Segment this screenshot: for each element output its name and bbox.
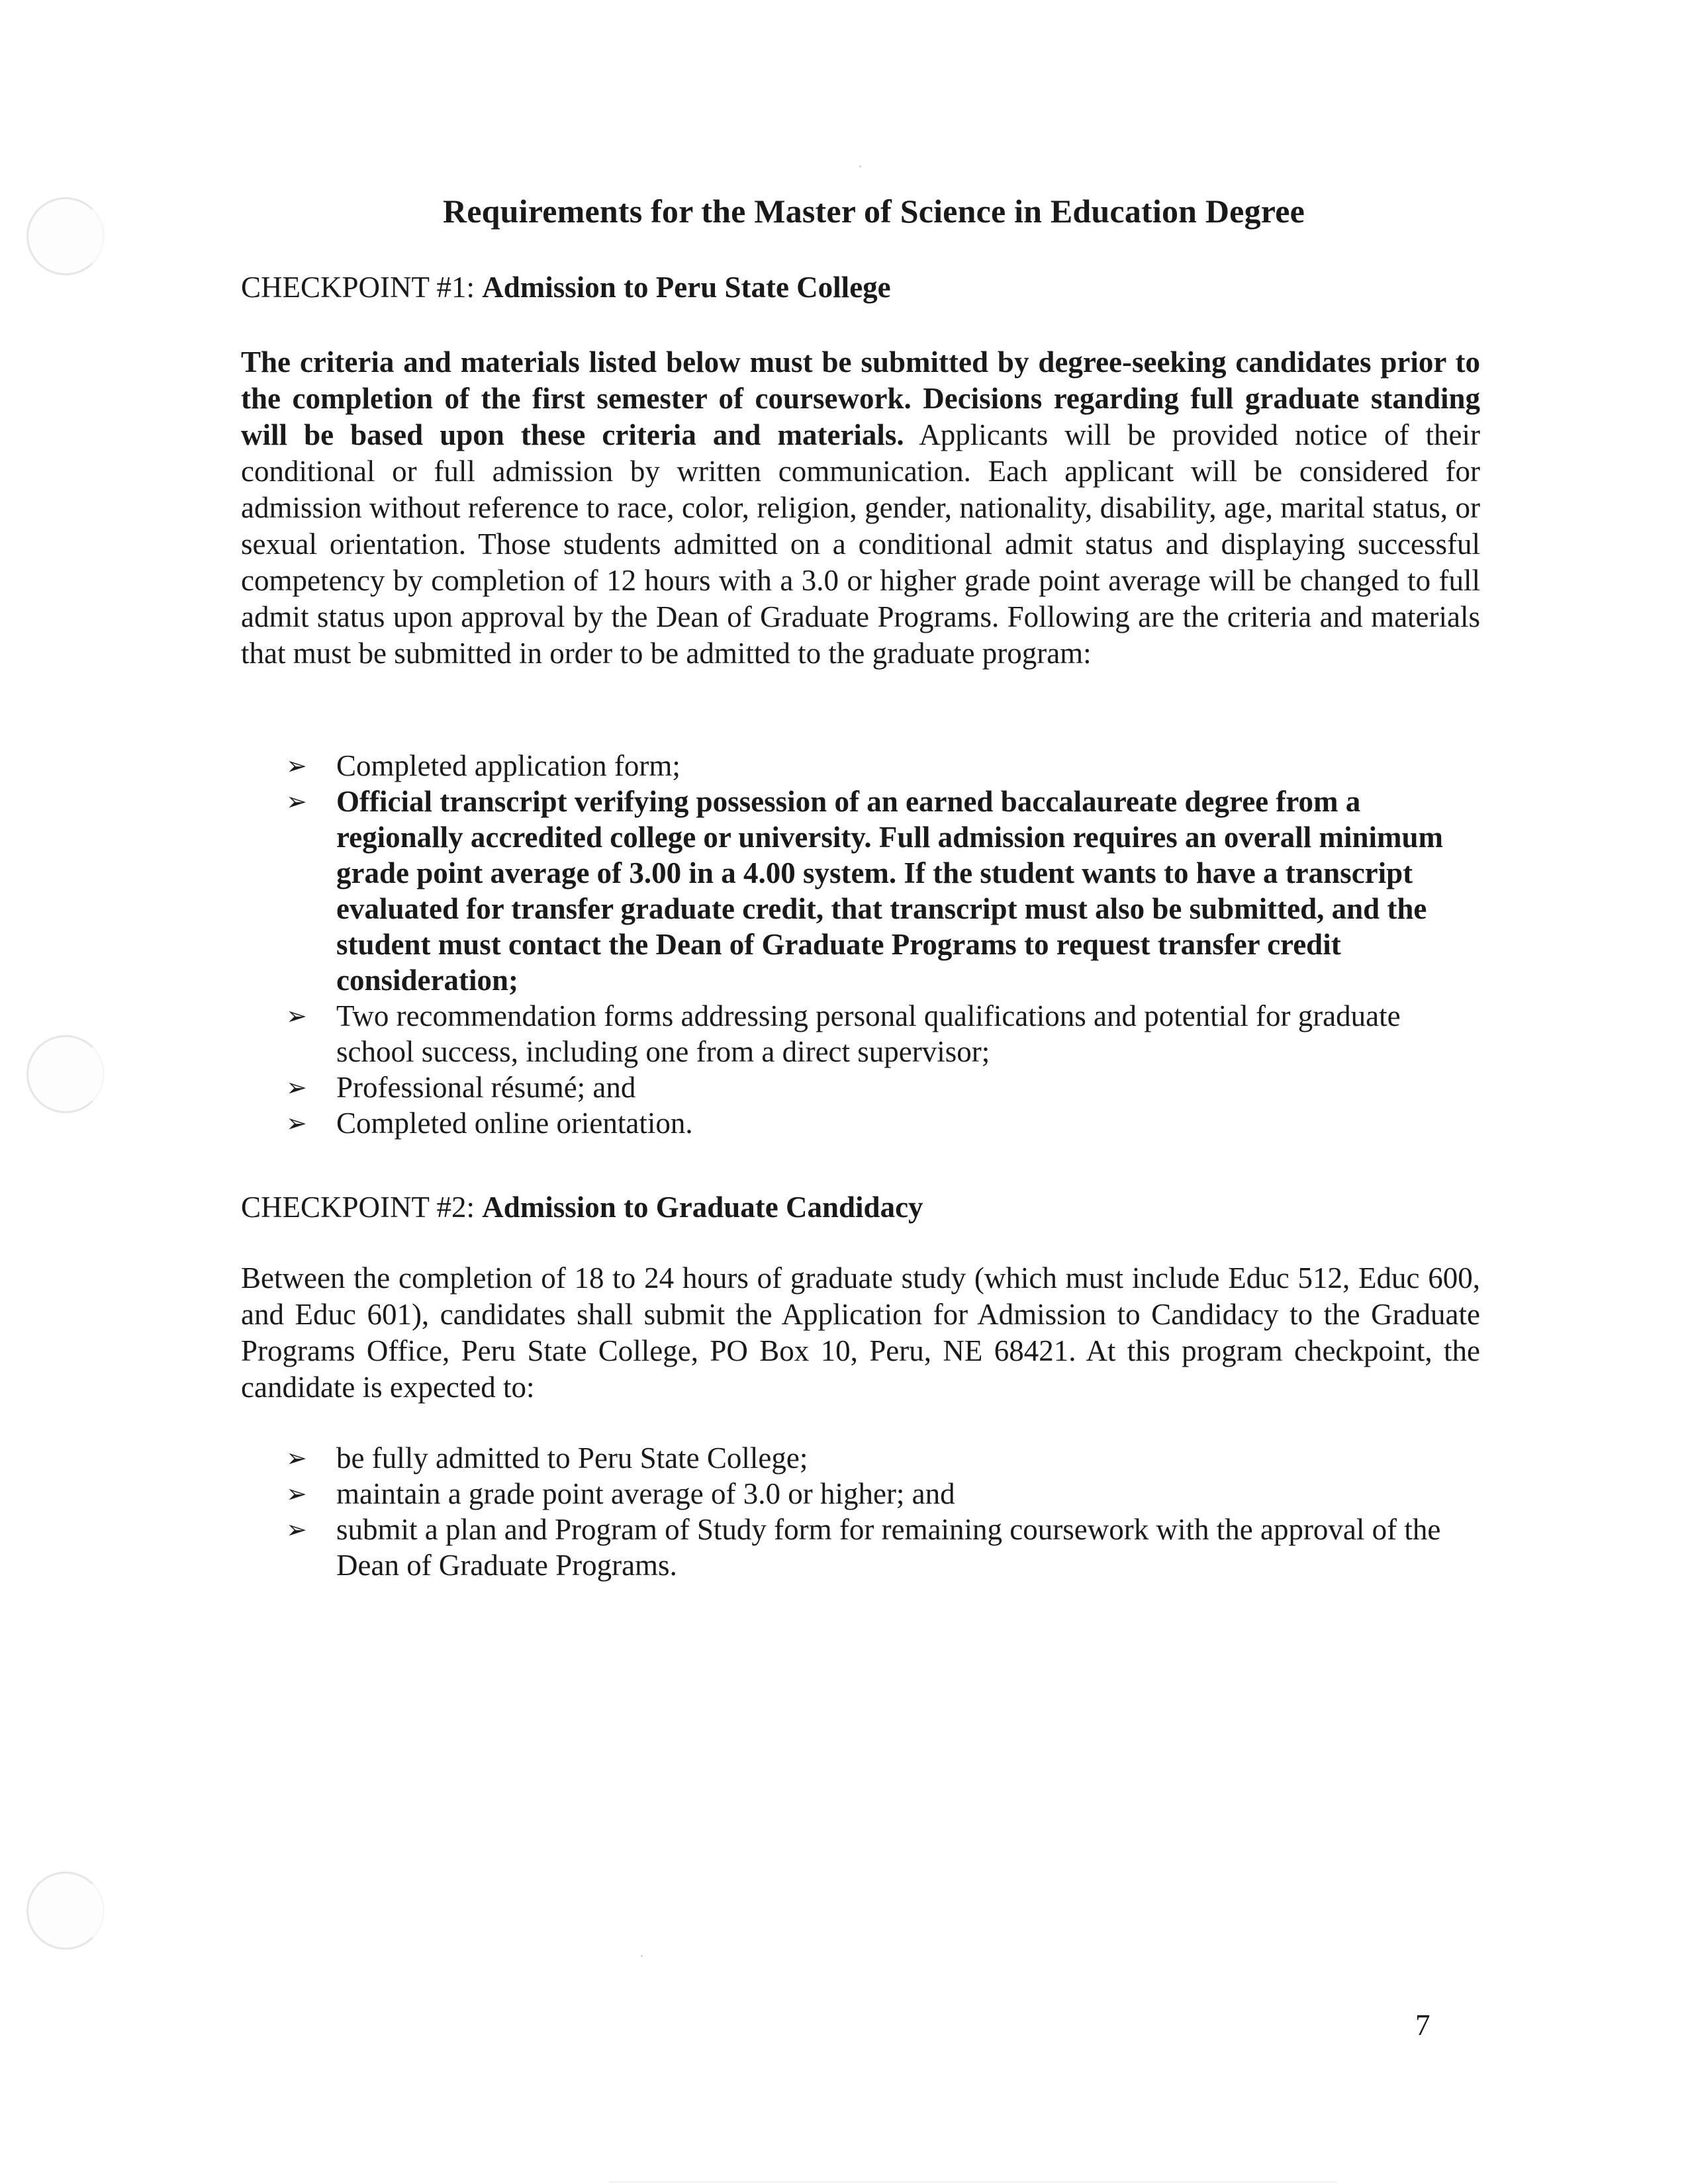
checkpoint-2-intro xyxy=(241,1260,1480,1406)
list-item-text: Two recommendation forms addressing personal qualifications and potential for graduate school success, including one from a direct supervisor; xyxy=(336,999,1401,1068)
checkpoint-1-heading xyxy=(241,270,891,304)
checkpoint-1-number: CHECKPOINT #1: xyxy=(241,271,475,304)
page-number: 7 xyxy=(1415,2009,1430,2042)
checkpoint-1-requirements-list xyxy=(286,748,1481,1141)
arrow-bullet-icon: ➢ xyxy=(286,1479,307,1508)
list-item xyxy=(286,1440,1481,1476)
checkpoint-1-intro-bold: The criteria and materials listed below must be submitted by degree-seeking candidates prior to the completion of the first semester of coursework. Decisions regarding full graduate standing will be based upon these criteria and materials. xyxy=(241,345,1480,451)
punch-hole-bottom xyxy=(26,1872,105,1950)
checkpoint-2-name: Admission to Graduate Candidacy xyxy=(482,1191,923,1224)
scan-speck xyxy=(641,1955,643,1957)
list-item xyxy=(286,1105,1481,1141)
checkpoint-2-heading xyxy=(241,1190,923,1224)
checkpoint-2-intro-text: Between the completion of 18 to 24 hours of graduate study (which must include Educ 512, Educ 600, and Educ 601), candidates shall submit the Application for Admission to Candidacy to the Graduate Programs Office, Peru State College, PO Box 10, Peru, NE 68421. At this program checkpoint, the candidate is expected to: xyxy=(241,1261,1480,1404)
punch-hole-middle xyxy=(26,1035,105,1113)
list-item xyxy=(286,1512,1481,1583)
checkpoint-1-intro xyxy=(241,344,1480,672)
list-item xyxy=(286,1069,1481,1105)
list-item xyxy=(286,998,1481,1069)
arrow-bullet-icon: ➢ xyxy=(286,787,307,816)
list-item-text: maintain a grade point average of 3.0 or higher; and xyxy=(336,1477,955,1510)
list-item xyxy=(286,748,1481,784)
checkpoint-1-intro-regular: Applicants will be provided notice of their conditional or full admission by written communication. Each applicant will be considered for admission without reference to race, color, religion, gender, nationality, disability, age, marital status, or sexual orientation. Those students admitted on a conditional admit status and displaying successful competency by completion of 12 hours with a 3.0 or higher grade point average will be changed to full admit status upon approval by the Dean of Graduate Programs. Following are the criteria and materials that must be submitted in order to be admitted to the graduate program: xyxy=(241,418,1480,670)
arrow-bullet-icon: ➢ xyxy=(286,1515,307,1544)
list-item-text: Completed online orientation. xyxy=(336,1107,693,1140)
page-title: Requirements for the Master of Science in Education Degree xyxy=(442,193,1305,230)
arrow-bullet-icon: ➢ xyxy=(286,751,307,780)
checkpoint-1-name: Admission to Peru State College xyxy=(482,271,891,304)
scan-speck xyxy=(859,165,861,167)
list-item-text: be fully admitted to Peru State College; xyxy=(336,1441,808,1475)
list-item-text: Official transcript verifying possession of an earned baccalaureate degree from a regionally accredited college or university. Full admission requires an overall minimum grade point average of 3.00 in a 4.00 system. If the student wants to have a transcript evaluated for transfer graduate credit, that transcript must also be submitted, and the student must contact the Dean of Graduate Programs to request transfer credit consideration; xyxy=(336,785,1444,997)
checkpoint-2-number: CHECKPOINT #2: xyxy=(241,1191,475,1224)
arrow-bullet-icon: ➢ xyxy=(286,1001,307,1030)
list-item xyxy=(286,1476,1481,1512)
arrow-bullet-icon: ➢ xyxy=(286,1073,307,1102)
scan-edge-line xyxy=(609,2181,1337,2183)
arrow-bullet-icon: ➢ xyxy=(286,1443,307,1473)
list-item-text: submit a plan and Program of Study form for remaining coursework with the approval of the Dean of Graduate Programs. xyxy=(336,1513,1441,1582)
arrow-bullet-icon: ➢ xyxy=(286,1109,307,1138)
list-item-text: Completed application form; xyxy=(336,749,680,782)
checkpoint-2-expectations-list xyxy=(286,1440,1481,1583)
list-item xyxy=(286,784,1481,998)
list-item-text: Professional résumé; and xyxy=(336,1071,636,1104)
